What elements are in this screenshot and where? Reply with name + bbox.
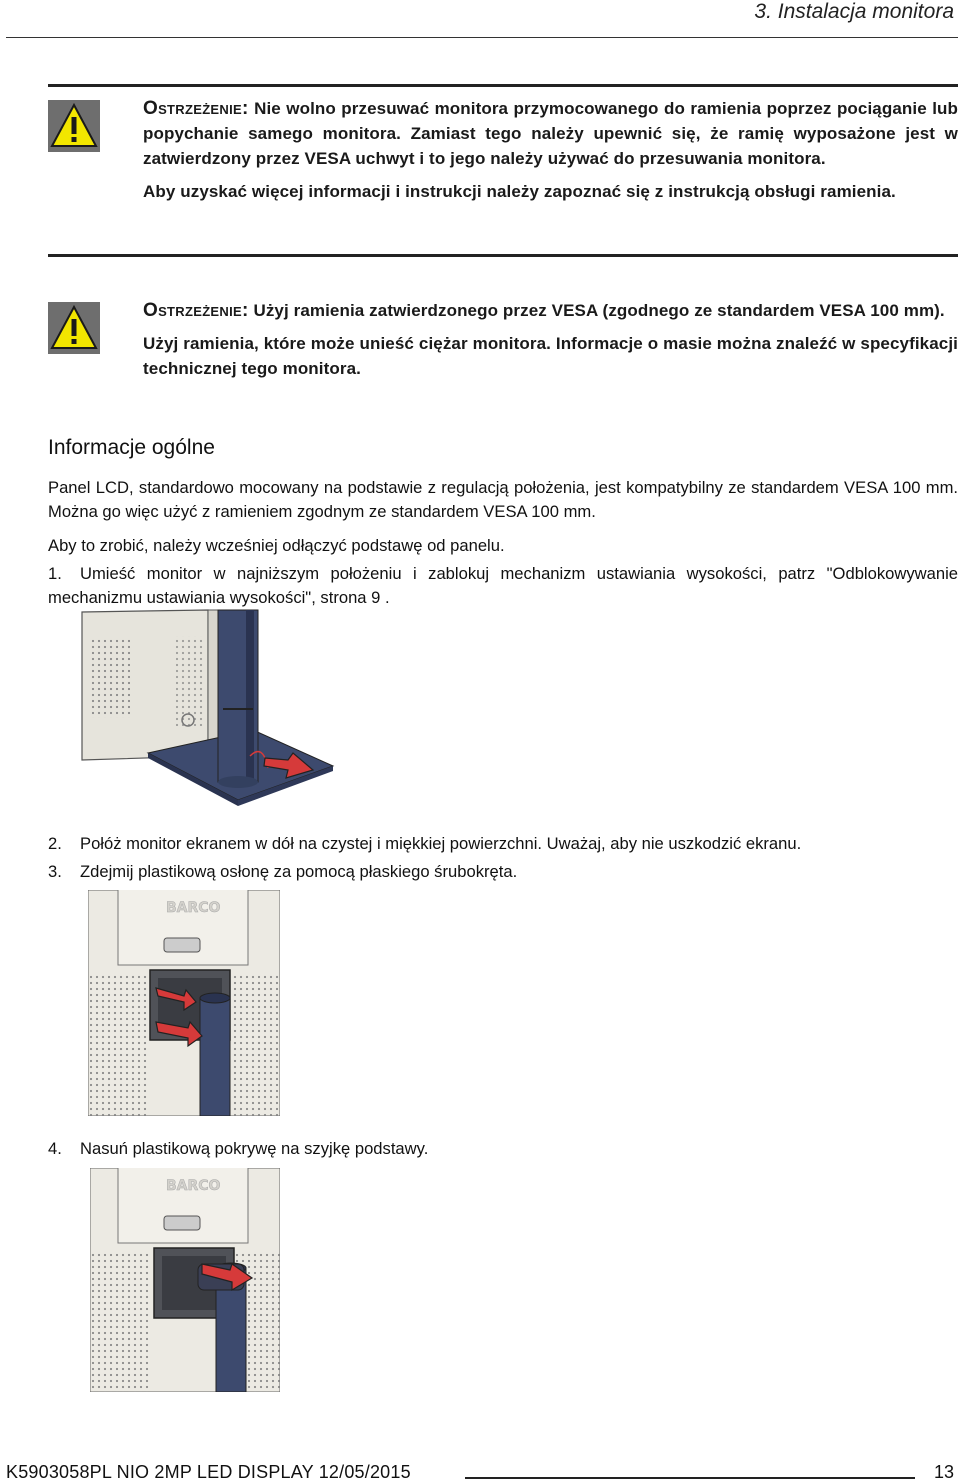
step-text: Nasuń plastikową pokrywę na szyjkę podstawy. [80,1139,429,1158]
warning-icon [48,100,100,152]
warning-1-label: Ostrzeżenie: [143,98,249,119]
warning-2-rule [48,254,958,257]
warning-icon [48,302,100,354]
warning-2-label: Ostrzeżenie: [143,300,249,321]
step-4 [48,1137,958,1161]
figure-stand-lock [78,608,338,818]
step-number: 2. [48,834,62,853]
warning-1-text [143,96,958,204]
footer-doc-info: K5903058PL NIO 2MP LED DISPLAY 12/05/2015 [6,1462,411,1482]
barco-logo: BARCO [166,1178,221,1194]
warning-1-rule [48,84,958,87]
step-text: Umieść monitor w najniższym położeniu i zablokuj mechanizm ustawiania wysokości, patrz "Odblokowywanie mechanizmu ustawiania wysokości", strona 9 . [48,564,958,607]
step-number: 4. [48,1139,62,1158]
section-paragraph-1: Panel LCD, standardowo mocowany na podstawie z regulacją położenia, jest kompatybilny ze standardem VESA 100 mm. Można go więc użyć z ramieniem zgodnym ze standardem VESA 100 mm. [48,478,958,521]
warning-1-body: Nie wolno przesuwać monitora przymocowanego do ramienia poprzez pociąganie lub popychanie samego monitora. Zamiast tego należy upewnić się, że ramię wyposażone jest w zatwierdzony przez VESA uchwyt i to jego należy używać do przesuwania monitora. [143,99,958,168]
barco-logo: BARCO [166,900,221,916]
section-paragraph-2: Aby to zrobić, należy wcześniej odłączyć podstawę od panelu. [48,536,505,555]
step-text: Zdejmij plastikową osłonę za pomocą płaskiego śrubokręta. [80,862,518,881]
footer-rule [465,1477,915,1479]
step-number: 1. [48,564,62,583]
step-text: Połóż monitor ekranem w dół na czystej i miękkiej powierzchni. Uważaj, aby nie uszkodzić ekranu. [80,834,802,853]
warning-2-body: Użyj ramienia zatwierdzonego przez VESA (zgodnego ze standardem VESA 100 mm). [253,301,945,320]
section-heading: Informacje ogólne [48,436,215,459]
step-1 [48,562,958,610]
step-2 [48,832,958,856]
step-number: 3. [48,862,62,881]
figure-slide-cover [90,1168,280,1392]
chapter-title: 3. Instalacja monitora [754,0,954,23]
warning-2-note: Użyj ramienia, które może unieść ciężar monitora. Informacje o masie można znaleźć w specyfikacji technicznej tego monitora. [143,334,958,378]
warning-2-text [143,298,958,381]
step-3 [48,860,958,884]
page-number: 13 [933,1462,954,1482]
header-rule [6,37,958,38]
warning-1-note: Aby uzyskać więcej informacji i instrukcji należy zapoznać się z instrukcją obsługi ramienia. [143,182,896,201]
figure-remove-cover [88,890,280,1116]
